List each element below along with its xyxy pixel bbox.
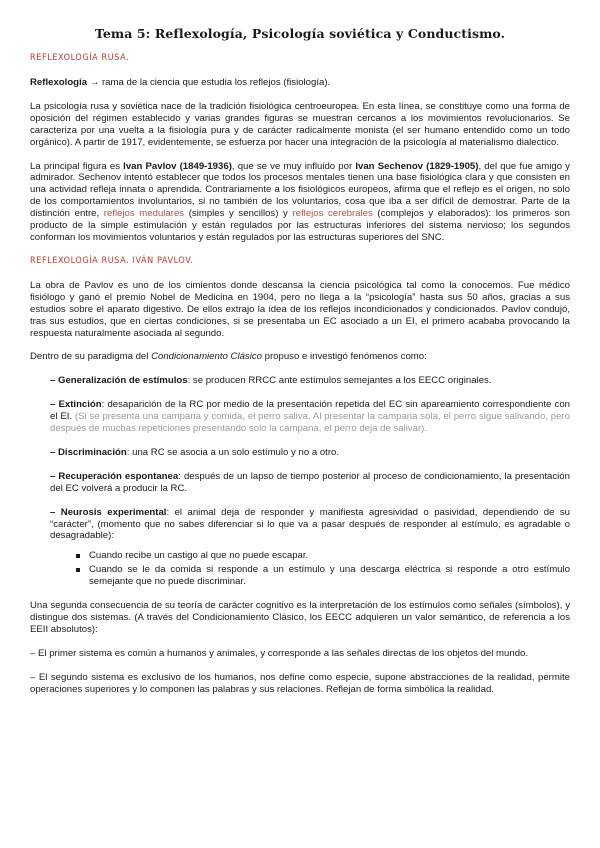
item-discriminacion: – Discriminación: una RC se asocia a un solo estímulo y no a otro. [50, 446, 340, 458]
item-generalizacion: – Generalización de estímulos: se producen RRCC ante estímulos semejantes a los EECC originales. [50, 375, 492, 387]
italic-condicionamiento-clasico: Condicionamiento Clásico [151, 351, 262, 363]
definition-term: Reflexología [30, 77, 88, 88]
definition-text: rama de la ciencia que estudia los reflejos (fisiología). [99, 77, 331, 88]
square-bullet-icon [76, 568, 80, 572]
item-extincion: – Extinción: desaparición de la RC por medio de la presentación repetida del EC sin apareamiento correspondiente con el EI. (Si se presenta una campana y comida, el perro saliva. Al presentar la campana sola, el perro sigue salivando, pero después de muchas repeticiones presentando solo la campana, el perro deja de salivar). [50, 399, 570, 435]
paragraph-origins: La psicología rusa y soviética nace de la tradición fisiológica centroeuropea. En esta línea, se constituye como una forma de oposición del régimen establecido y varias grandes figuras se muestran cercanos a los movimientos revolucionarios. Se caracteriza por una vuelta a la fisiología pura y de carácter radicalmente monista (el ser humano entendido como un todo orgánico). A partir de 1917, evidentemente, se esfuerza por hacer una integración de la psicología al materialismo dialectico. [30, 100, 570, 148]
paragraph-paradigm: Dentro de su paradigma del Condicionamiento Clásico propuso e investigó fenómenos como: [30, 351, 427, 363]
sechenov-name: Ivan Sechenov (1829-1905) [355, 160, 479, 172]
item-neurosis: – Neurosis experimental: el animal deja de responder y manifiesta agresividad o pasividad, dependiendo de su “carácter”, (momento que no sabes diferenciar si lo que va a pasar después de responder al estímulo, es agradable o desagradable): [50, 506, 570, 542]
pavlov-name: Ivan Pavlov (1849-1936) [123, 160, 232, 172]
highlight-reflejos-medulares: reflejos medulares [103, 208, 185, 220]
paragraph-pavlov-sechenov: La principal figura es Ivan Pavlov (1849-1936), que se ve muy influido por Ivan Sechenov (1829-1905), del que fue amigo y admirador. Sechenov intentó establecer que todos los procesos mentales tienen una base fisiológica clara y que consisten en una actividad refleja innata o aprendida. Contrariamente a los fisiológicos europeos, afirma que el reflejo es el origen, no solo de los comportamientos involuntarios, si no también de los voluntarios, cosa que iba a ser difícil de demostrar. Parte de la distinción entre, reflejos medulares (simples y sencillos) y reflejos cerebrales (complejos y elaborados): los primeros son producto de la simple estimulación y están regulados por las estructuras inferiores del sistema nervioso; los segundos conforman los movimientos voluntarios y están regulados por las estructuras superiores del SNC. [30, 160, 571, 243]
paragraph-pavlov-work: La obra de Pavlov es uno de los cimientos donde descansa la ciencia psicológica tal como la conocemos. Fue médico fisiólogo y ganó el premio Nobel de Medicina en 1904, pero no llega a la “psicología” hasta sus 50 años, gracias a sus estudios sobre el aparato digestivo. De ellos extrajo la idea de los reflejos incondicionados y condicionados. Pavlov condujó, tras sus estudios, que en ciertas condiciones, si se presentaba un EC asociado a un EI, el primero acababa provocando la respuesta naturalmente asociada al segundo. [30, 279, 570, 339]
section-heading-ivan-pavlov: REFLEXOLOGÍA RUSA. IVÁN PAVLOV. [30, 255, 194, 266]
square-bullet-icon [76, 554, 80, 558]
neurosis-bullet-list [30, 550, 570, 588]
paragraph-two-systems: Una segunda consecuencia de su teoría de carácter cognitivo es la interpretación de los estímulos como señales (símbolos), y distingue dos sistemas. (A través del Condicionamiento Clásico, los EECC adquieren un valor semántico, de referencia a los EEII absolutos): [30, 600, 570, 635]
paragraph-first-system: – El primer sistema es común a humanos y animales, y corresponde a las señales directas de los objetos del mundo. [30, 647, 529, 659]
definition-paragraph [30, 77, 570, 89]
page-title: Tema 5: Reflexología, Psicología soviética y Conductismo. [94, 26, 506, 41]
item-recuperacion: – Recuperación espontanea: después de un lapso de tiempo posterior al proceso de condicionamiento, la presentación del EC volverá a producir la RC. [50, 470, 570, 494]
paragraph-second-system: – El segundo sistema es exclusivo de los humanos, nos define como especie, supone abstracciones de la realidad, permite operaciones superiores y lo componen las palabras y sus relaciones. Reflejan de forma simbólica la realidad. [30, 671, 570, 695]
arrow-icon: → [89, 77, 100, 88]
extincion-example-note: (Si se presenta una campana y comida, el perro saliva. Al presentar la campana sola, el perro sigue salivando, pero después de muchas repeticiones presentando solo la campana, el perro deja de salivar). [50, 411, 570, 435]
highlight-reflejos-cerebrales: reflejos cerebrales [292, 208, 373, 220]
section-heading-reflexologia-rusa: REFLEXOLOGÍA RUSA. [30, 53, 130, 63]
list-item: Cuando se le da comida si responde a un estímulo y una descarga eléctrica si responde a otro estímulo semejante que no puede discriminar. [30, 564, 570, 588]
list-item: Cuando recibe un castigo al que no puede escapar. [30, 550, 570, 562]
